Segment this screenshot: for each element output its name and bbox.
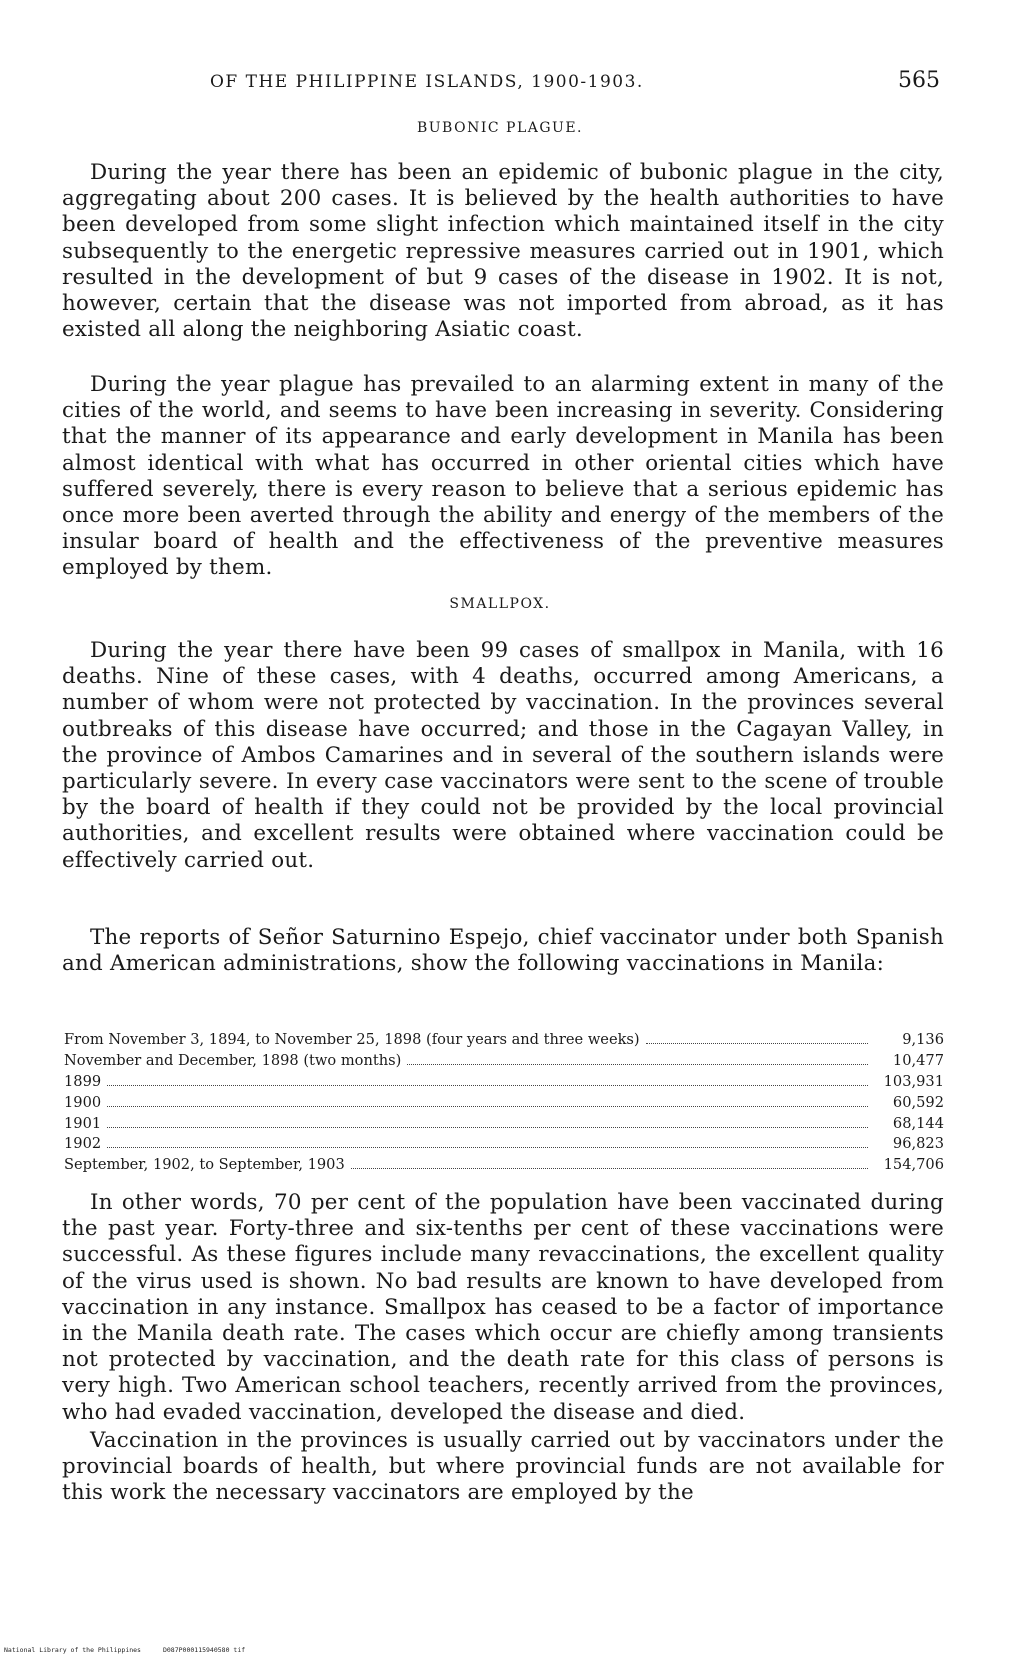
dot-leader: [351, 1168, 868, 1169]
dot-leader: [107, 1106, 868, 1107]
vaccination-period: 1902: [64, 1135, 102, 1153]
table-row: [64, 1114, 944, 1135]
table-row: [64, 1155, 944, 1176]
vaccination-period: 1900: [64, 1093, 102, 1111]
vaccination-period: November and December, 1898 (two months): [64, 1051, 402, 1069]
vaccination-count: 103,931: [883, 1072, 944, 1090]
vaccination-period: From November 3, 1894, to November 25, 1898 (four years and three weeks): [64, 1031, 640, 1048]
vaccination-count: 9,136: [902, 1031, 944, 1048]
vaccination-count: 96,823: [892, 1135, 944, 1153]
paragraph-smallpox-1: During the year there have been 99 cases of smallpox in Manila, with 16 deaths. Nine of these cases, with 4 deaths, occurred among Americans, a number of whom were not protected by vaccination. In the provinces several outbreaks of this disease have occurred; and those in the Cagayan Valley, in the province of Ambos Camarines and in several of the southern islands were particularly severe. In every case vaccinators were sent to the scene of trouble by the board of health if they could not be provided by the local provincial authorities, and excellent results were obtained where vaccination could be effectively carried out.: [62, 638, 944, 873]
dot-leader: [407, 1064, 868, 1065]
dot-leader: [646, 1043, 868, 1044]
paragraph-smallpox-4: Vaccination in the provinces is usually carried out by vaccinators under the provincial boards of health, but where provincial funds are not available for this work the necessary vaccinators are employed by the: [62, 1428, 944, 1506]
section-heading-smallpox: SMALLPOX.: [449, 596, 551, 612]
dot-leader: [107, 1085, 868, 1086]
scan-file-id: D087P000115940580 tif: [162, 1646, 246, 1654]
vaccination-period: 1901: [64, 1114, 102, 1132]
running-title: OF THE PHILIPPINE ISLANDS, 1900-1903.: [210, 72, 644, 92]
paragraph-plague-2: During the year plague has prevailed to an alarming extent in many of the cities of the world, and seems to have been increasing in severity. Considering that the manner of its appearance and early development in Manila has been almost identical with what has occurred in other oriental cities which have suffered severely, there is every reason to believe that a serious epidemic has once more been averted through the ability and energy of the members of the insular board of health and the effectiveness of the preventive measures employed by them.: [62, 372, 944, 581]
scan-footer: [4, 1646, 245, 1654]
vaccination-count: 68,144: [892, 1114, 944, 1132]
vaccination-count: 154,706: [883, 1156, 944, 1174]
table-row: [64, 1134, 944, 1155]
vaccination-period: 1899: [64, 1072, 102, 1090]
paragraph-smallpox-2: The reports of Señor Saturnino Espejo, chief vaccinator under both Spanish and American administrations, show the following vaccinations in Manila:: [62, 925, 944, 977]
paragraph-smallpox-3: In other words, 70 per cent of the population have been vaccinated during the past year. Forty-three and six-tenths per cent of these vaccinations were successful. As these figures include many revaccinations, the excellent quality of the virus used is shown. No bad results are known to have developed from vaccination in any instance. Smallpox has ceased to be a factor of importance in the Manila death rate. The cases which occur are chiefly among transients not protected by vaccination, and the death rate for this class of persons is very high. Two American school teachers, recently arrived from the provinces, who had evaded vaccination, developed the disease and died.: [62, 1190, 944, 1425]
table-row: [64, 1072, 944, 1093]
page-number: 565: [898, 68, 940, 93]
dot-leader: [107, 1147, 868, 1148]
dot-leader: [107, 1127, 868, 1128]
vaccination-count: 60,592: [892, 1093, 944, 1111]
section-heading-bubonic-plague: BUBONIC PLAGUE.: [416, 120, 584, 136]
table-row: [64, 1051, 944, 1072]
table-row: [64, 1030, 944, 1051]
vaccination-count: 10,477: [892, 1051, 944, 1069]
library-credit: National Library of the Philippines: [4, 1646, 141, 1654]
table-row: [64, 1093, 944, 1114]
vaccination-period: September, 1902, to September, 1903: [64, 1156, 345, 1174]
running-head: [60, 68, 940, 98]
vaccination-table: [64, 1030, 944, 1176]
paragraph-plague-1: During the year there has been an epidemic of bubonic plague in the city, aggregating about 200 cases. It is believed by the health authorities to have been developed from some slight infection which maintained itself in the city subsequently to the energetic repressive measures carried out in 1901, which resulted in the development of but 9 cases of the disease in 1902. It is not, however, certain that the disease was not imported from abroad, as it has existed all along the neighboring Asiatic coast.: [62, 160, 944, 343]
